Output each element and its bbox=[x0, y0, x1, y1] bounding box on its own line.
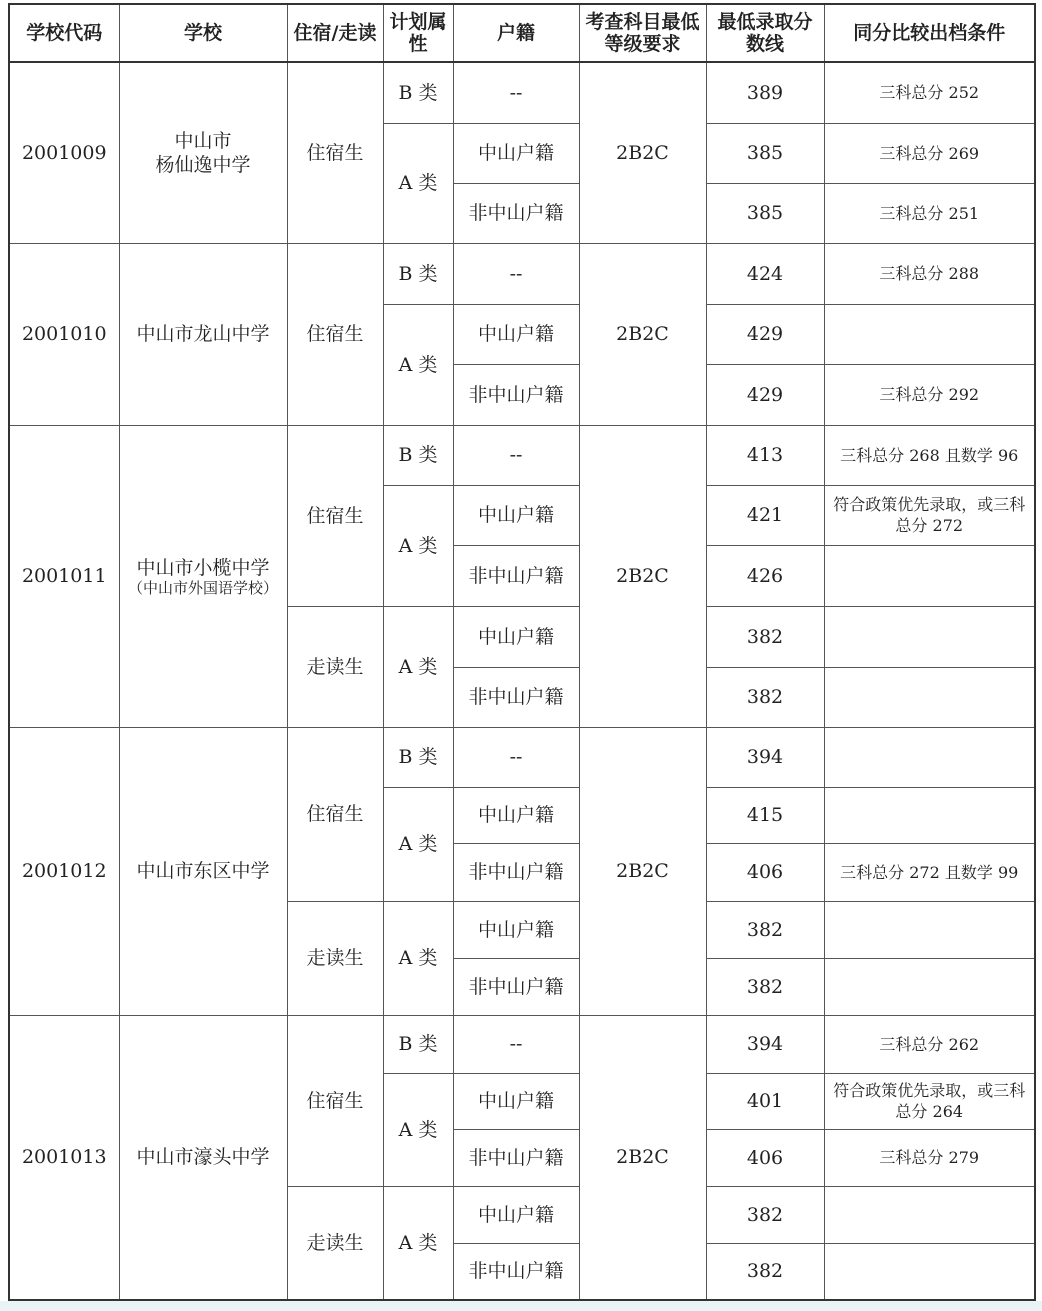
tie-break-cell: 符合政策优先录取，或三科总分 272 bbox=[824, 485, 1035, 545]
table-row bbox=[9, 1015, 1035, 1073]
header-min-score: 最低录取分数线 bbox=[706, 4, 824, 62]
boarding-type-cell: 走读生 bbox=[287, 1186, 383, 1300]
huji-cell: -- bbox=[453, 425, 579, 485]
huji-cell: 中山户籍 bbox=[453, 485, 579, 545]
header-row bbox=[9, 4, 1035, 62]
boarding-type-cell: 住宿生 bbox=[287, 243, 383, 425]
huji-cell: 非中山户籍 bbox=[453, 1243, 579, 1300]
header-plan-attr: 计划属性 bbox=[383, 4, 453, 62]
plan-attr-cell: B 类 bbox=[383, 243, 453, 304]
grade-req-cell: 2B2C bbox=[579, 62, 706, 243]
table-row bbox=[9, 425, 1035, 485]
tie-break-cell bbox=[824, 606, 1035, 667]
min-score-cell: 382 bbox=[706, 958, 824, 1015]
huji-cell: -- bbox=[453, 243, 579, 304]
school-code-cell: 2001009 bbox=[9, 62, 119, 243]
boarding-type-cell: 住宿生 bbox=[287, 425, 383, 606]
boarding-type-cell: 住宿生 bbox=[287, 62, 383, 243]
plan-attr-cell: B 类 bbox=[383, 1015, 453, 1073]
boarding-type-cell: 住宿生 bbox=[287, 727, 383, 901]
plan-attr-cell: A 类 bbox=[383, 485, 453, 606]
school-code-cell: 2001010 bbox=[9, 243, 119, 425]
tie-break-cell: 三科总分 251 bbox=[824, 183, 1035, 243]
school-name: 中山市龙山中学 bbox=[136, 323, 270, 345]
grade-req-cell: 2B2C bbox=[579, 243, 706, 425]
min-score-cell: 382 bbox=[706, 606, 824, 667]
tie-break-cell bbox=[824, 958, 1035, 1015]
min-score-cell: 429 bbox=[706, 364, 824, 425]
plan-attr-cell: B 类 bbox=[383, 425, 453, 485]
min-score-cell: 426 bbox=[706, 545, 824, 606]
school-code-cell: 2001012 bbox=[9, 727, 119, 1015]
table-row bbox=[9, 727, 1035, 787]
huji-cell: 中山户籍 bbox=[453, 1186, 579, 1243]
header-huji: 户籍 bbox=[453, 4, 579, 62]
school-code-cell: 2001011 bbox=[9, 425, 119, 727]
huji-cell: 非中山户籍 bbox=[453, 958, 579, 1015]
tie-break-cell bbox=[824, 1186, 1035, 1243]
huji-cell: 中山户籍 bbox=[453, 606, 579, 667]
tie-break-cell: 三科总分 279 bbox=[824, 1129, 1035, 1186]
school-code-cell: 2001013 bbox=[9, 1015, 119, 1300]
school-name: 中山市濠头中学 bbox=[136, 1146, 270, 1169]
boarding-type-cell: 走读生 bbox=[287, 606, 383, 727]
grade-req-cell: 2B2C bbox=[579, 1015, 706, 1300]
tie-break-cell: 三科总分 252 bbox=[824, 62, 1035, 123]
table-row bbox=[9, 243, 1035, 304]
school-name: 中山市小榄中学 bbox=[136, 556, 270, 579]
huji-cell: 非中山户籍 bbox=[453, 667, 579, 727]
tie-break-cell: 三科总分 269 bbox=[824, 123, 1035, 183]
huji-cell: -- bbox=[453, 62, 579, 123]
tie-break-cell: 三科总分 292 bbox=[824, 364, 1035, 425]
tie-break-cell: 符合政策优先录取，或三科总分 264 bbox=[824, 1073, 1035, 1129]
min-score-cell: 382 bbox=[706, 1243, 824, 1300]
tie-break-cell bbox=[824, 304, 1035, 364]
min-score-cell: 394 bbox=[706, 1015, 824, 1073]
school-name-cell bbox=[119, 1015, 287, 1300]
huji-cell: 中山户籍 bbox=[453, 123, 579, 183]
grade-req-cell: 2B2C bbox=[579, 727, 706, 1015]
min-score-cell: 401 bbox=[706, 1073, 824, 1129]
huji-cell: 非中山户籍 bbox=[453, 545, 579, 606]
tie-break-cell: 三科总分 272 且数学 99 bbox=[824, 843, 1035, 901]
plan-attr-cell: A 类 bbox=[383, 901, 453, 1015]
min-score-cell: 421 bbox=[706, 485, 824, 545]
header-grade-req: 考查科目最低等级要求 bbox=[579, 4, 706, 62]
tie-break-cell bbox=[824, 787, 1035, 843]
min-score-cell: 429 bbox=[706, 304, 824, 364]
table-body bbox=[9, 62, 1035, 1300]
header-tie-break: 同分比较出档条件 bbox=[824, 4, 1035, 62]
huji-cell: 非中山户籍 bbox=[453, 1129, 579, 1186]
huji-cell: 非中山户籍 bbox=[453, 183, 579, 243]
boarding-type-cell: 走读生 bbox=[287, 901, 383, 1015]
school-name-cell bbox=[119, 62, 287, 243]
admission-score-table bbox=[8, 3, 1036, 1301]
school-alt-name: （中山市外国语学校） bbox=[127, 578, 278, 597]
min-score-cell: 382 bbox=[706, 901, 824, 958]
school-name-cell bbox=[119, 425, 287, 727]
school-name: 中山市 bbox=[174, 129, 232, 152]
plan-attr-cell: A 类 bbox=[383, 1073, 453, 1186]
min-score-cell: 413 bbox=[706, 425, 824, 485]
tie-break-cell: 三科总分 288 bbox=[824, 243, 1035, 304]
huji-cell: 中山户籍 bbox=[453, 1073, 579, 1129]
plan-attr-cell: A 类 bbox=[383, 123, 453, 243]
tie-break-cell bbox=[824, 901, 1035, 958]
huji-cell: -- bbox=[453, 1015, 579, 1073]
school-name-cell bbox=[119, 243, 287, 425]
table-row bbox=[9, 62, 1035, 123]
min-score-cell: 385 bbox=[706, 183, 824, 243]
bottom-strip bbox=[0, 1301, 1042, 1311]
min-score-cell: 389 bbox=[706, 62, 824, 123]
huji-cell: 中山户籍 bbox=[453, 787, 579, 843]
boarding-type-cell: 住宿生 bbox=[287, 1015, 383, 1186]
header-school-code: 学校代码 bbox=[9, 4, 119, 62]
grade-req-cell: 2B2C bbox=[579, 425, 706, 727]
min-score-cell: 382 bbox=[706, 667, 824, 727]
huji-cell: 非中山户籍 bbox=[453, 843, 579, 901]
header-school: 学校 bbox=[119, 4, 287, 62]
plan-attr-cell: A 类 bbox=[383, 1186, 453, 1300]
huji-cell: 中山户籍 bbox=[453, 901, 579, 958]
school-name: 中山市东区中学 bbox=[136, 860, 270, 882]
min-score-cell: 394 bbox=[706, 727, 824, 787]
school-name-cell bbox=[119, 727, 287, 1015]
min-score-cell: 385 bbox=[706, 123, 824, 183]
tie-break-cell bbox=[824, 667, 1035, 727]
min-score-cell: 424 bbox=[706, 243, 824, 304]
min-score-cell: 415 bbox=[706, 787, 824, 843]
tie-break-cell bbox=[824, 1243, 1035, 1300]
plan-attr-cell: A 类 bbox=[383, 304, 453, 425]
header-boarding: 住宿/走读 bbox=[287, 4, 383, 62]
plan-attr-cell: A 类 bbox=[383, 606, 453, 727]
huji-cell: -- bbox=[453, 727, 579, 787]
min-score-cell: 406 bbox=[706, 843, 824, 901]
plan-attr-cell: B 类 bbox=[383, 62, 453, 123]
plan-attr-cell: B 类 bbox=[383, 727, 453, 787]
huji-cell: 非中山户籍 bbox=[453, 364, 579, 425]
tie-break-cell: 三科总分 262 bbox=[824, 1015, 1035, 1073]
tie-break-cell bbox=[824, 727, 1035, 787]
plan-attr-cell: A 类 bbox=[383, 787, 453, 901]
huji-cell: 中山户籍 bbox=[453, 304, 579, 364]
min-score-cell: 382 bbox=[706, 1186, 824, 1243]
tie-break-cell: 三科总分 268 且数学 96 bbox=[824, 425, 1035, 485]
min-score-cell: 406 bbox=[706, 1129, 824, 1186]
school-name-line2: 杨仙逸中学 bbox=[155, 153, 251, 176]
tie-break-cell bbox=[824, 545, 1035, 606]
